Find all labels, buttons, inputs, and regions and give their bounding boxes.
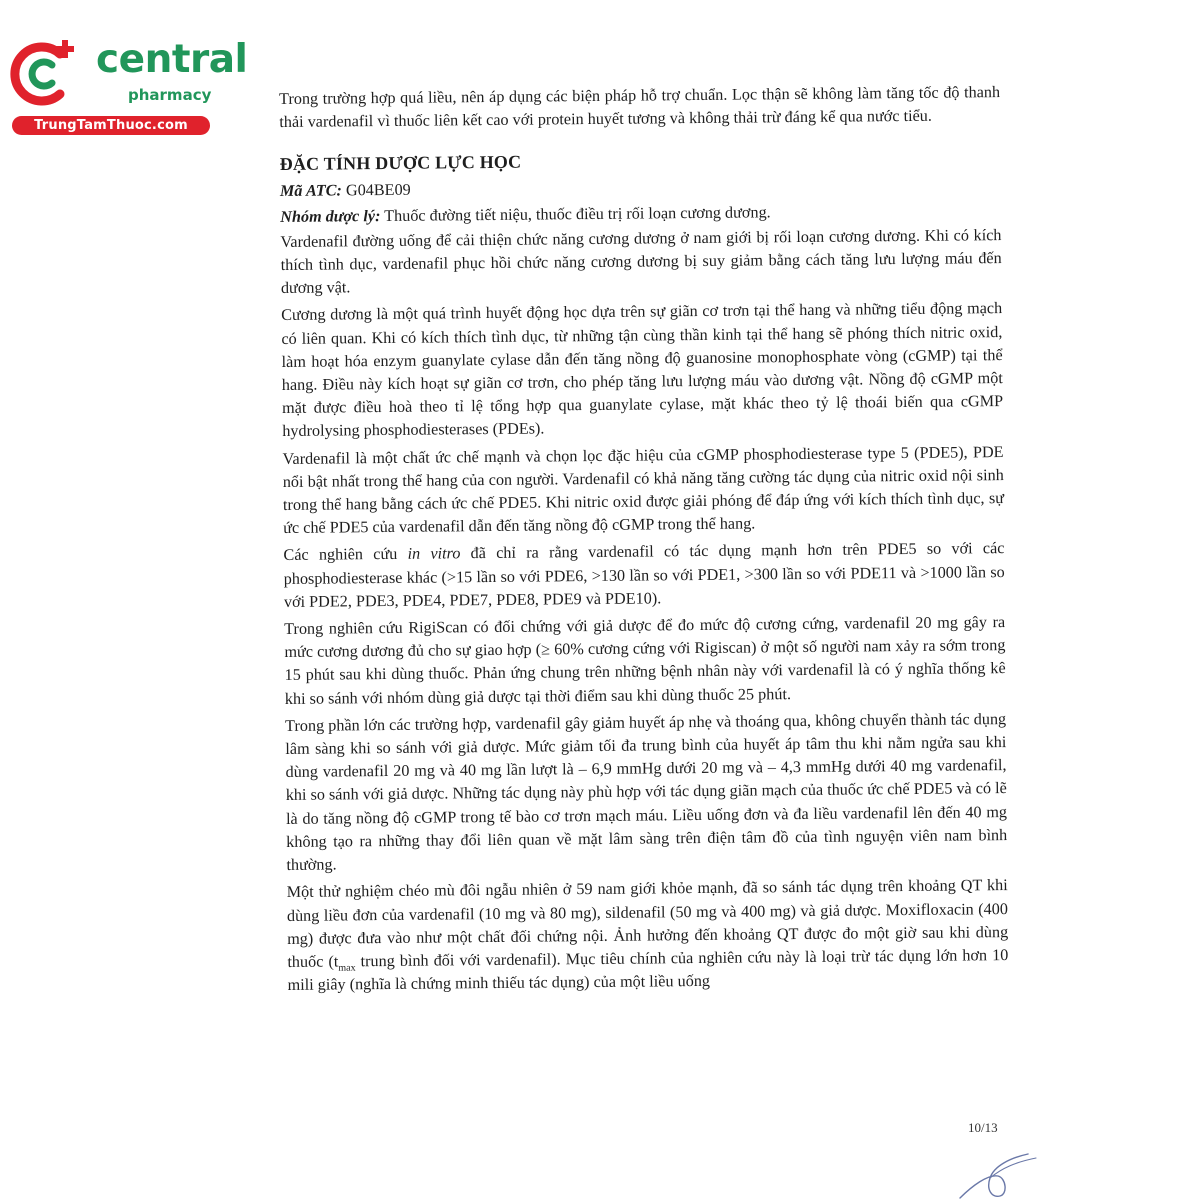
paragraph-2: Cương dương là một quá trình huyết động học dựa trên sự giãn cơ trơn tại thể hang và những tiểu động mạch có liên quan. Khi có kích thích tình dục, từ những tận cùng thần kinh tại thể hang sẽ phóng thích nitric oxid, làm hoạt hóa enzym guanylate cylase dẫn đến tăng nồng độ guanosine monophosphate vòng (cGMP) tại thể hang. Điều này kích hoạt sự giãn cơ trơn, cho phép tăng lưu lượng máu vào dương vật. Nồng độ cGMP một mặt được điều hoà theo tỉ lệ tổng hợp qua guanylate cylase, mặt khác theo tỷ lệ thoái biến qua cGMP hydrolysing phosphodiesterases (PDEs). (281, 299, 1004, 441)
document-body (279, 81, 1009, 1001)
central-pharmacy-logo-icon (10, 38, 82, 110)
paragraph-6: Trong phần lớn các trường hợp, vardenafil gây giảm huyết áp nhẹ và thoáng qua, không chuyển thành tác dụng lâm sàng khi so sánh với giả dược. Mức giảm tối đa trung bình của huyết áp tâm thu khi nằm ngửa sau khi dùng vardenafil 20 mg và 40 mg lần lượt là – 6,9 mmHg dưới 20 mg và – 4,3 mmHg dưới 40 mg vardenafil, khi so sánh với giả dược. Những tác dụng này phù hợp với tác dụng giãn mạch của thuốc ức chế PDE5 và có lẽ là do tăng nồng độ cGMP trong tế bào cơ trơn mạch máu. Liều uống đơn và đa liều vardenafil lên đến 40 mg không tạo ra những thay đổi liên quan về mặt lâm sàng trên điện tâm đồ của tình nguyện viên nam bình thường. (285, 709, 1008, 875)
brand-subtitle: pharmacy (128, 86, 212, 104)
paragraph-7-start: Một thử nghiệm chéo mù đôi ngẫu nhiên ở 59 nam giới khỏe mạnh, đã so sánh tác dụng trên khoảng QT khi dùng liều đơn của vardenafil (10 mg và 80 mg), sildenafil (50 mg và 400 mg) và giả dược. Moxifloxacin (400 mg) được đưa vào như một chất đối chứng nội. Ảnh hưởng đến khoảng QT được đo một giờ sau khi dùng thuốc (t (286, 876, 1009, 971)
paragraph-5: Trong nghiên cứu RigiScan có đối chứng với giả dược để đo mức độ cương cứng, vardenafil 20 mg gây ra mức cương dương đủ cho sự giao hợp (≥ 60% cương cứng với Rigiscan) ở một số người nam xảy ra sớm trong 15 phút sau khi dùng thuốc. Phản ứng chung trên những bệnh nhân này với vardenafil là có ý nghĩa thống kê khi so sánh với nhóm dùng giả dược tại thời điểm sau khi dùng thuốc 25 phút. (284, 613, 1006, 708)
atc-label: Mã ATC: (279, 181, 342, 201)
page-number: 10/13 (968, 1120, 998, 1135)
intro-paragraph: Trong trường hợp quá liều, nên áp dụng các biện pháp hỗ trợ chuẩn. Lọc thận sẽ không làm tăng tốc độ thanh thải vardenafil vì thuốc liên kết cao với protein huyết tương và không thải trừ đáng kể qua nước tiểu. (279, 83, 1001, 132)
atc-value: G04BE09 (345, 181, 411, 200)
paragraph-7 (287, 874, 1009, 997)
brand-logo (10, 37, 248, 138)
brand-name: central (96, 37, 248, 82)
paragraph-4-italic: in vitro (407, 544, 461, 564)
paragraph-7-subscript: max (338, 962, 356, 974)
paragraph-4 (283, 538, 1005, 615)
paragraph-4-end: đã chỉ ra rằng vardenafil có tác dụng mạnh hơn trên PDE5 so với các phosphodiesterase khác (>15 lần so với PDE6, >130 lần so với PDE1, >300 lần so với PDE11 và >1000 lần so với PDE2, PDE3, PDE4, PDE7, PDE8, PDE9 và PDE10). (283, 539, 1005, 611)
paragraph-7-end: trung bình đối với vardenafil). Mục tiêu chính của nghiên cứu này là loại trừ tác dụng lớn hơn 10 mili giây (nghĩa là chứng minh thiếu tác dụng) của một liều uống (287, 945, 1009, 995)
group-label: Nhóm dược lý: (280, 206, 381, 226)
paragraph-3: Vardenafil là một chất ức chế mạnh và chọn lọc đặc hiệu của cGMP phosphodiesterase type 5 (PDE5), PDE nổi bật nhất trong thể hang của con người. Vardenafil có khả năng tăng cường tác dụng của nitric oxid nội sinh trong thể hang bằng cách ức chế PDE5. Khi nitric oxid được giải phóng để đáp ứng với kích thích tình dục, sự ức chế PDE5 của vardenafil dẫn đến tăng nồng độ cGMP trong thể hang. (282, 442, 1005, 538)
group-value: Thuốc đường tiết niệu, thuốc điều trị rối loạn cương dương. (384, 202, 771, 225)
paragraph-4-start: Các nghiên cứu (283, 545, 408, 565)
paragraph-1: Vardenafil đường uống để cải thiện chức năng cương dương ở nam giới bị rối loạn cương dương. Khi có kích thích tình dục, vardenafil phục hồi chức năng cương dương bị suy giảm bằng cách tăng lưu lượng máu đến dương vật. (280, 225, 1002, 298)
signature-mark (950, 1148, 1040, 1200)
brand-website-banner: TrungTamThuoc.com (12, 116, 210, 135)
section-title: ĐẶC TÍNH DƯỢC LỰC HỌC (279, 152, 522, 175)
